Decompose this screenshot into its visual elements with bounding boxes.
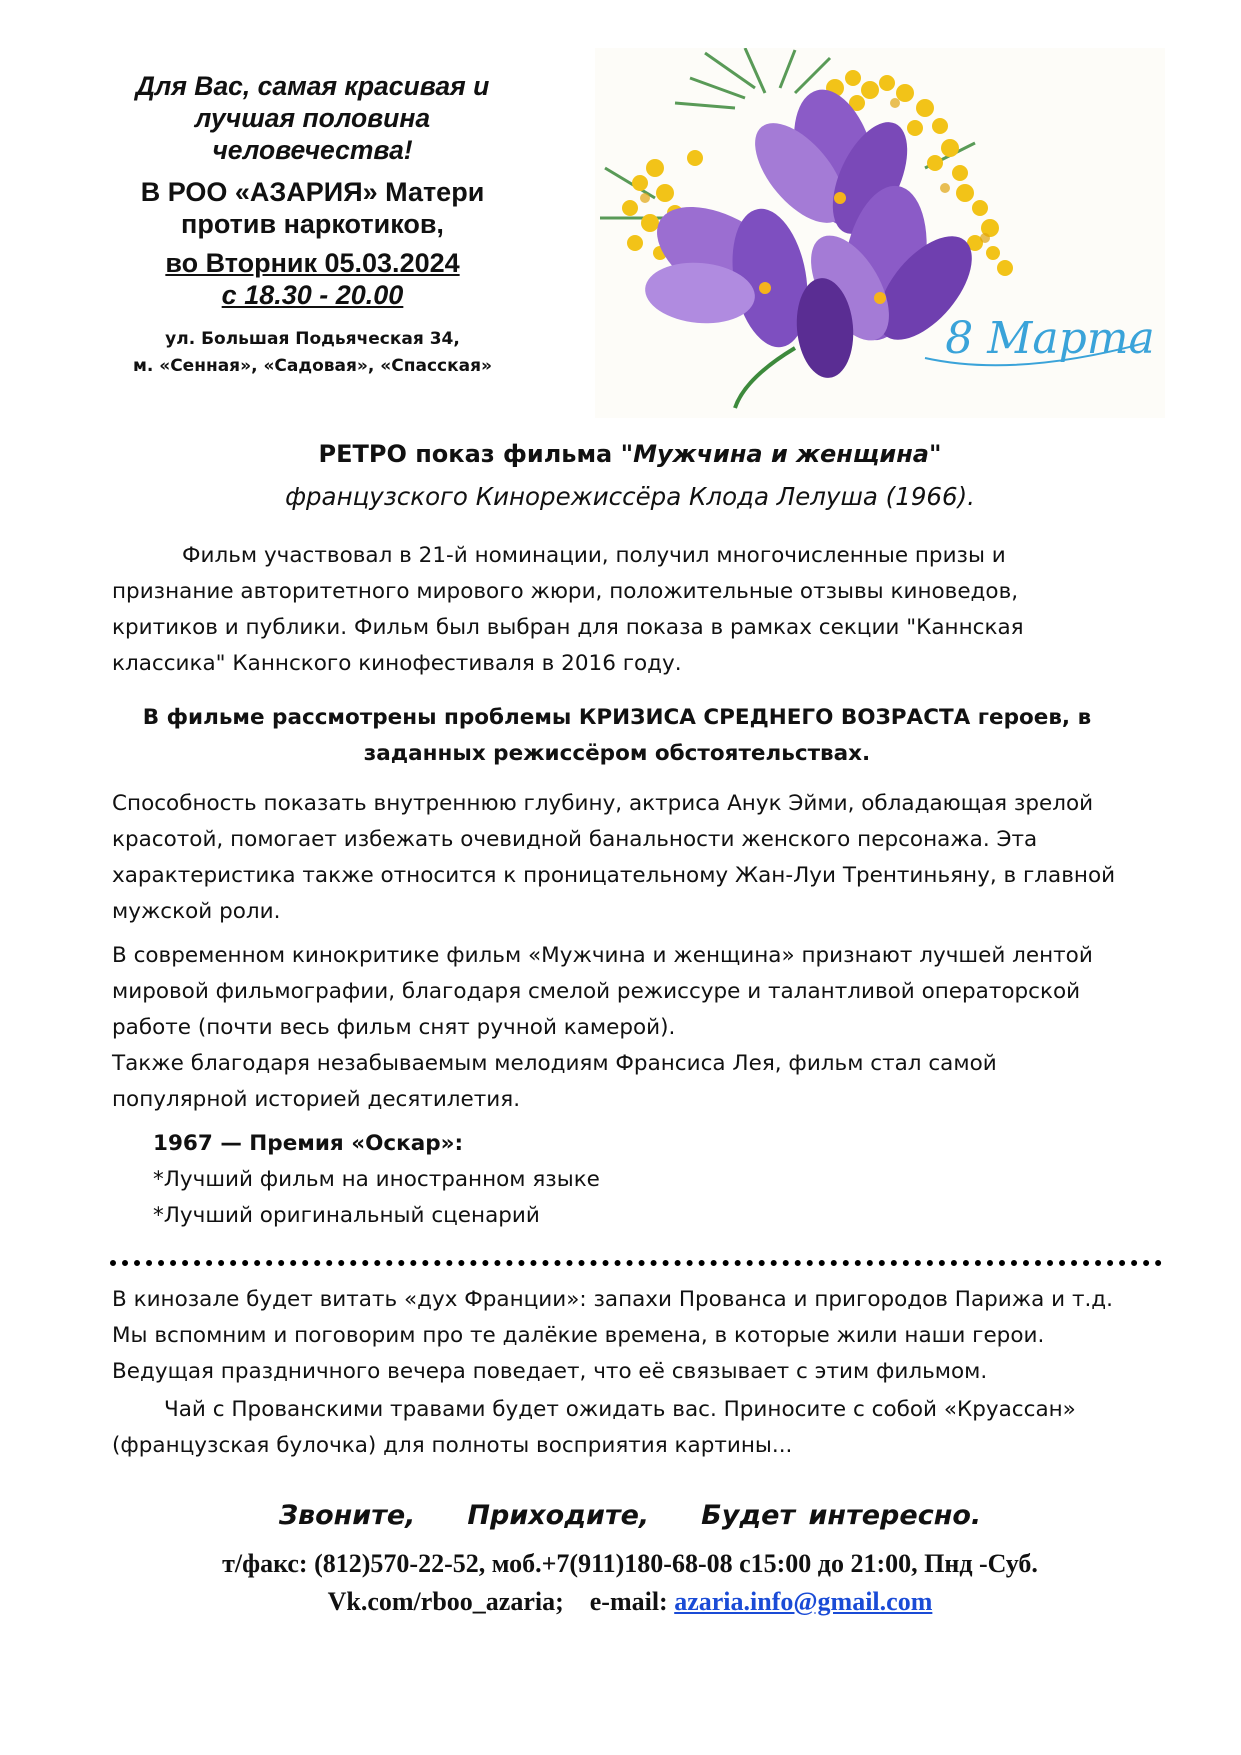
event-time: с 18.30 - 20.00 (221, 280, 404, 310)
web-line (110, 1583, 1150, 1621)
phone-line: т/факс: (812)570-22-52, моб.+7(911)180-68-08 с15:00 до 21:00, Пнд -Суб. (222, 1549, 1038, 1578)
paragraph-critics-text: В современном кинокритике фильм «Мужчина и женщина» признают лучшей лентой мировой фильмографии, благодаря смелой режиссуре и талантливой операторской работе (почти весь фильм снят ручной камерой). (112, 943, 1093, 1040)
address-metro: м. «Сенная», «Садовая», «Спасская» (132, 356, 493, 376)
film-title-prefix: РЕТРО показ фильма (318, 440, 621, 468)
contact-info (110, 1545, 1150, 1621)
cta-come: Приходите, (467, 1500, 650, 1531)
paragraph-actress: Способность показать внутреннюю глубину, актриса Анук Эйми, обладающая зрелой красотой, помогает избежать очевидной банальности женского персонажа. Эта характеристика также относится к проницательному Жан-Луи Трентиньяну, в главной мужской роли. (112, 791, 1116, 924)
paragraph-awards-intro-text: Фильм участвовал в 21-й номинации, получил многочисленные призы и признание авторитетного мирового жюри, положительные отзывы киноведов, критиков и публики. Фильм был выбран для показа в рамках секции "Каннская классика" Каннского кинофестиваля в 2016 году. (112, 543, 1024, 676)
award-item: *Лучший фильм на иностранном языке (153, 1167, 600, 1192)
paragraph-crisis: В фильме рассмотрены проблемы КРИЗИСА СРЕДНЕГО ВОЗРАСТА героев, в заданных режиссёром обстоятельствах. (142, 705, 1092, 766)
awards-heading: 1967 — Премия «Оскар»: (153, 1131, 464, 1156)
paragraph-tea (112, 1392, 1122, 1464)
paragraph-tea-text: Чай с Прованскими травами будет ожидать вас. Приносите с собой «Круассан» (французская булочка) для полноты восприятия картины... (112, 1397, 1076, 1458)
email-link[interactable]: azaria.info@gmail.com (674, 1587, 933, 1616)
card-caption: 8 Марта (945, 313, 1155, 364)
film-title (110, 440, 1150, 468)
march-8-card-illustration (595, 48, 1165, 418)
cta-interesting: Будет интересно. (701, 1500, 982, 1531)
film-subtitle: французского Кинорежиссёра Клода Лелуша (1966). (285, 482, 975, 511)
call-to-action (110, 1500, 1150, 1531)
greeting: Для Вас, самая красивая и лучшая половина человечества! (135, 71, 490, 165)
event-date: во Вторник 05.03.2024 (165, 248, 460, 278)
cta-call: Звоните, (278, 1500, 416, 1531)
paragraph-france-spirit: В кинозале будет витать «дух Франции»: запахи Прованса и пригородов Парижа и т.д. Мы вспомним и поговорим про те далёкие времена, в которые жили наши герои. Ведущая праздничного вечера поведает, что её связывает с этим фильмом. (112, 1287, 1114, 1384)
vk-link[interactable]: Vk.com/rboo_azaria; (327, 1587, 564, 1616)
oscar-awards (153, 1126, 600, 1234)
paragraph-awards-intro (112, 538, 1122, 682)
film-name: "Мужчина и женщина" (620, 440, 942, 468)
dotted-divider (110, 1260, 1162, 1266)
event-header (100, 70, 525, 380)
organization: В РОО «АЗАРИЯ» Матери против наркотиков, (140, 177, 485, 239)
award-item: *Лучший оригинальный сценарий (153, 1203, 540, 1228)
email-label: e-mail: (589, 1587, 668, 1616)
paragraph-critics (112, 938, 1122, 1118)
paragraph-music-text: Также благодаря незабываемым мелодиям Франсиса Лея, фильм стал самой популярной историей десятилетия. (112, 1051, 997, 1112)
event-address (100, 326, 525, 380)
address-street: ул. Большая Подьяческая 34, (165, 329, 460, 349)
